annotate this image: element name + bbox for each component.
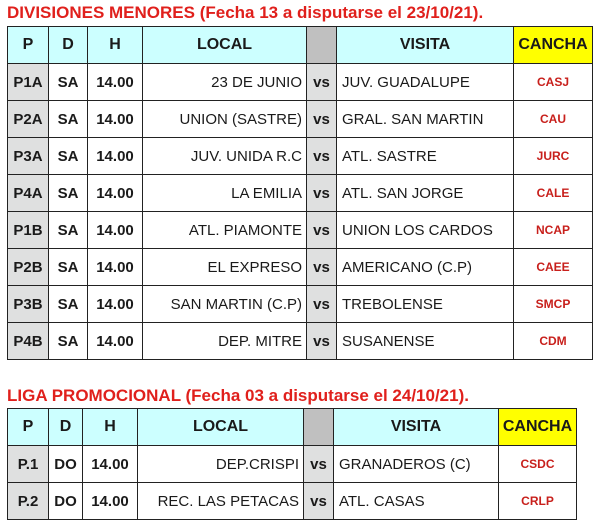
match-code: P1A bbox=[8, 64, 49, 101]
header-cancha: CANCHA bbox=[514, 27, 593, 64]
match-time: 14.00 bbox=[88, 249, 143, 286]
header-h: H bbox=[83, 409, 138, 446]
visiting-team: ATL. SAN JORGE bbox=[337, 175, 514, 212]
match-code: P4B bbox=[8, 323, 49, 360]
header-p: P bbox=[8, 27, 49, 64]
match-time: 14.00 bbox=[88, 286, 143, 323]
header-vs bbox=[307, 27, 337, 64]
header-d: D bbox=[49, 27, 88, 64]
header-d: D bbox=[49, 409, 83, 446]
vs-label: vs bbox=[307, 64, 337, 101]
header-local: LOCAL bbox=[138, 409, 304, 446]
match-code: P2B bbox=[8, 249, 49, 286]
table-header-row bbox=[8, 27, 593, 64]
header-h: H bbox=[88, 27, 143, 64]
table-row bbox=[8, 64, 593, 101]
venue-code: CDM bbox=[514, 323, 593, 360]
match-code: P.2 bbox=[8, 483, 49, 520]
local-team: 23 DE JUNIO bbox=[143, 64, 307, 101]
table-row bbox=[8, 286, 593, 323]
divisiones-menores-title: DIVISIONES MENORES (Fecha 13 a disputarse el 23/10/21). bbox=[7, 3, 484, 22]
venue-code: JURC bbox=[514, 138, 593, 175]
header-visita: VISITA bbox=[337, 27, 514, 64]
match-day: SA bbox=[49, 249, 88, 286]
vs-label: vs bbox=[307, 175, 337, 212]
match-code: P3B bbox=[8, 286, 49, 323]
vs-label: vs bbox=[307, 286, 337, 323]
table-header-row bbox=[8, 409, 577, 446]
match-time: 14.00 bbox=[88, 101, 143, 138]
table-row bbox=[8, 446, 577, 483]
visiting-team: GRANADEROS (C) bbox=[334, 446, 499, 483]
table-row bbox=[8, 212, 593, 249]
visiting-team: ATL. SASTRE bbox=[337, 138, 514, 175]
local-team: EL EXPRESO bbox=[143, 249, 307, 286]
match-day: SA bbox=[49, 323, 88, 360]
venue-code: CASJ bbox=[514, 64, 593, 101]
match-time: 14.00 bbox=[88, 64, 143, 101]
liga-promocional-body bbox=[8, 409, 577, 520]
venue-code: CSDC bbox=[499, 446, 577, 483]
match-time: 14.00 bbox=[88, 323, 143, 360]
match-day: SA bbox=[49, 175, 88, 212]
local-team: JUV. UNIDA R.C bbox=[143, 138, 307, 175]
match-day: DO bbox=[49, 446, 83, 483]
match-code: P1B bbox=[8, 212, 49, 249]
venue-code: SMCP bbox=[514, 286, 593, 323]
match-day: SA bbox=[49, 286, 88, 323]
match-time: 14.00 bbox=[83, 483, 138, 520]
table-row bbox=[8, 323, 593, 360]
header-local: LOCAL bbox=[143, 27, 307, 64]
match-time: 14.00 bbox=[88, 212, 143, 249]
visiting-team: SUSANENSE bbox=[337, 323, 514, 360]
visiting-team: TREBOLENSE bbox=[337, 286, 514, 323]
table-row bbox=[8, 138, 593, 175]
match-code: P2A bbox=[8, 101, 49, 138]
visiting-team: JUV. GUADALUPE bbox=[337, 64, 514, 101]
liga-promocional-table bbox=[7, 408, 577, 520]
vs-label: vs bbox=[307, 138, 337, 175]
table-row bbox=[8, 175, 593, 212]
vs-label: vs bbox=[307, 323, 337, 360]
match-time: 14.00 bbox=[88, 138, 143, 175]
match-day: SA bbox=[49, 101, 88, 138]
local-team: REC. LAS PETACAS bbox=[138, 483, 304, 520]
visiting-team: AMERICANO (C.P) bbox=[337, 249, 514, 286]
header-visita: VISITA bbox=[334, 409, 499, 446]
vs-label: vs bbox=[307, 101, 337, 138]
venue-code: NCAP bbox=[514, 212, 593, 249]
local-team: SAN MARTIN (C.P) bbox=[143, 286, 307, 323]
local-team: UNION (SASTRE) bbox=[143, 101, 307, 138]
match-time: 14.00 bbox=[83, 446, 138, 483]
match-day: DO bbox=[49, 483, 83, 520]
liga-promocional-title: LIGA PROMOCIONAL (Fecha 03 a disputarse el 24/10/21). bbox=[7, 386, 469, 405]
visiting-team: GRAL. SAN MARTIN bbox=[337, 101, 514, 138]
local-team: ATL. PIAMONTE bbox=[143, 212, 307, 249]
match-day: SA bbox=[49, 138, 88, 175]
header-p: P bbox=[8, 409, 49, 446]
header-cancha: CANCHA bbox=[499, 409, 577, 446]
visiting-team: UNION LOS CARDOS bbox=[337, 212, 514, 249]
venue-code: CAEE bbox=[514, 249, 593, 286]
table-row bbox=[8, 101, 593, 138]
vs-label: vs bbox=[307, 249, 337, 286]
table-row bbox=[8, 249, 593, 286]
table-row bbox=[8, 483, 577, 520]
match-code: P.1 bbox=[8, 446, 49, 483]
local-team: LA EMILIA bbox=[143, 175, 307, 212]
vs-label: vs bbox=[304, 483, 334, 520]
vs-label: vs bbox=[304, 446, 334, 483]
header-vs bbox=[304, 409, 334, 446]
local-team: DEP.CRISPI bbox=[138, 446, 304, 483]
venue-code: CAU bbox=[514, 101, 593, 138]
vs-label: vs bbox=[307, 212, 337, 249]
match-time: 14.00 bbox=[88, 175, 143, 212]
match-code: P4A bbox=[8, 175, 49, 212]
match-day: SA bbox=[49, 64, 88, 101]
match-day: SA bbox=[49, 212, 88, 249]
visiting-team: ATL. CASAS bbox=[334, 483, 499, 520]
divisiones-menores-table bbox=[7, 26, 593, 360]
divisiones-menores-body bbox=[8, 27, 593, 360]
local-team: DEP. MITRE bbox=[143, 323, 307, 360]
match-code: P3A bbox=[8, 138, 49, 175]
venue-code: CRLP bbox=[499, 483, 577, 520]
venue-code: CALE bbox=[514, 175, 593, 212]
